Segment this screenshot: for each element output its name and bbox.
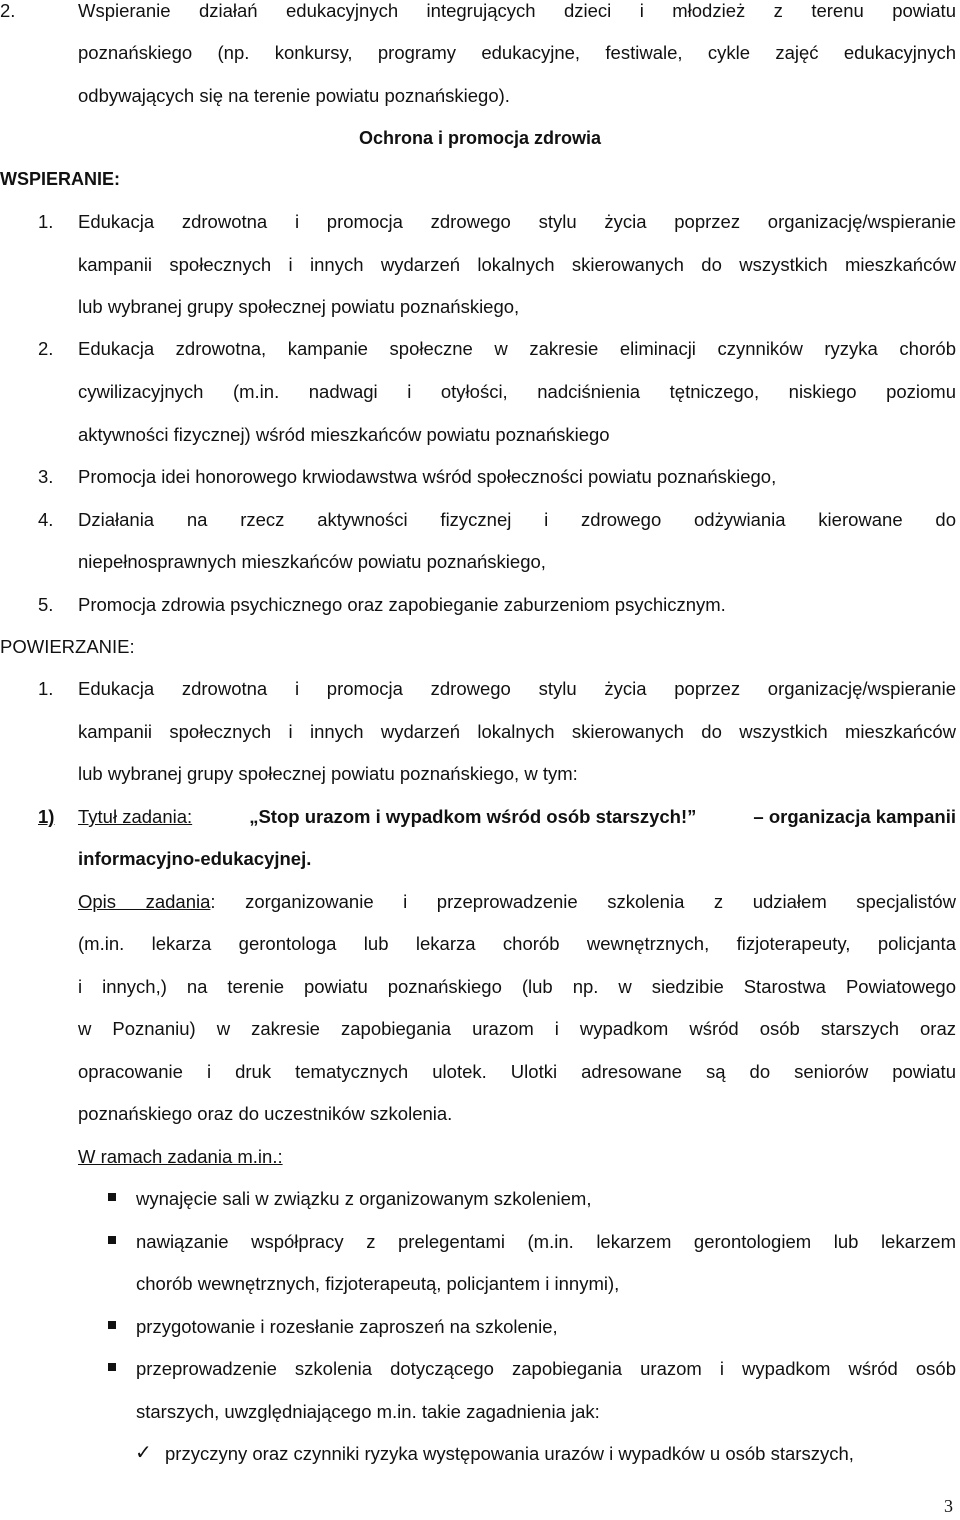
wspieranie-heading: WSPIERANIE: bbox=[0, 169, 121, 189]
wspieranie-item-2-line-2: cywilizacyjnych (m.in. nadwagi i otyłości, nadciśnienia tętniczego, niskiego poziomu bbox=[78, 381, 956, 402]
wspieranie-item-4-number: 4. bbox=[38, 509, 54, 530]
wspieranie-item-2-line-3: aktywności fizycznej) wśród mieszkańców powiatu poznańskiego bbox=[78, 424, 610, 445]
powierzanie-item-1-line-3: lub wybranej grupy społecznej powiatu poznańskiego, w tym: bbox=[78, 763, 578, 784]
wspieranie-item-4-line-2: niepełnosprawnych mieszkańców powiatu poznańskiego, bbox=[78, 551, 546, 572]
wspieranie-item-1-line-1: Edukacja zdrowotna i promocja zdrowego stylu życia poprzez organizację/wspieranie bbox=[78, 211, 956, 232]
bullet-3-line-1: przygotowanie i rozesłanie zaproszeń na szkolenie, bbox=[136, 1316, 558, 1337]
square-bullet-icon bbox=[108, 1363, 116, 1371]
wspieranie-item-5-number: 5. bbox=[38, 594, 54, 615]
powierzanie-item-1-number: 1. bbox=[38, 678, 54, 699]
wspieranie-item-1-number: 1. bbox=[38, 211, 54, 232]
task-desc-line-3: i innych,) na terenie powiatu poznańskiego (lub np. w siedzibie Starostwa Powiatowego bbox=[78, 976, 956, 997]
check-item-1: przyczyny oraz czynniki ryzyka występowania urazów i wypadków u osób starszych, bbox=[165, 1443, 854, 1464]
task-desc-line-4: w Poznaniu) w zakresie zapobiegania urazom i wypadkom wśród osób starszych oraz bbox=[78, 1018, 956, 1039]
intro-line-2: poznańskiego (np. konkursy, programy edukacyjne, festiwale, cykle zajęć edukacyjnych bbox=[78, 42, 956, 63]
task-title-line-2: informacyjno-edukacyjnej. bbox=[78, 848, 312, 869]
task-title-line bbox=[78, 806, 956, 828]
bullet-2-line-1: nawiązanie współpracy z prelegentami (m.in. lekarzem gerontologiem lub lekarzem bbox=[136, 1231, 956, 1252]
checkmark-icon: ✓ bbox=[135, 1442, 152, 1464]
bullet-4-line-2: starszych, uwzględniającego m.in. takie zagadnienia jak: bbox=[136, 1401, 600, 1422]
wspieranie-item-4-line-1: Działania na rzecz aktywności fizycznej i zdrowego odżywiania kierowane do bbox=[78, 509, 956, 530]
task-scope-label: W ramach zadania m.in.: bbox=[78, 1146, 283, 1167]
task-desc-line-1 bbox=[78, 891, 956, 913]
bullet-1-line-1: wynajęcie sali w związku z organizowanym szkoleniem, bbox=[136, 1188, 592, 1209]
intro-item-number: 2. bbox=[0, 0, 16, 21]
square-bullet-icon bbox=[108, 1193, 116, 1201]
task-desc-label: Opis zadania bbox=[78, 891, 211, 912]
wspieranie-item-2-number: 2. bbox=[38, 338, 54, 359]
task-desc-first: : zorganizowanie i przeprowadzenie szkolenia z udziałem specjalistów bbox=[210, 891, 956, 912]
wspieranie-item-3-line-1: Promocja idei honorowego krwiodawstwa wśród społeczności powiatu poznańskiego, bbox=[78, 466, 777, 487]
page-number: 3 bbox=[944, 1496, 953, 1516]
intro-line-1: Wspieranie działań edukacyjnych integrujących dzieci i młodzież z terenu powiatu bbox=[78, 0, 956, 21]
powierzanie-item-1-line-2: kampanii społecznych i innych wydarzeń lokalnych skierowanych do wszystkich mieszkańców bbox=[78, 721, 956, 742]
section-title: Ochrona i promocja zdrowia bbox=[358, 128, 602, 148]
square-bullet-icon bbox=[108, 1321, 116, 1329]
intro-line-3: odbywających się na terenie powiatu poznańskiego). bbox=[78, 85, 510, 106]
task-title-name: „Stop urazom i wypadkom wśród osób starszych!” bbox=[249, 806, 697, 827]
powierzanie-heading: POWIERZANIE: bbox=[0, 636, 135, 657]
task-title-label: Tytuł zadania: bbox=[78, 806, 193, 827]
task-desc-line-5: opracowanie i druk tematycznych ulotek. Ulotki adresowane są do seniorów powiatu bbox=[78, 1061, 956, 1082]
bullet-4-line-1: przeprowadzenie szkolenia dotyczącego zapobiegania urazom i wypadkom wśród osób bbox=[136, 1358, 956, 1379]
task-desc-line-6: poznańskiego oraz do uczestników szkolenia. bbox=[78, 1103, 453, 1124]
task-number: 1) bbox=[38, 806, 55, 827]
task-desc-line-2: (m.in. lekarza gerontologa lub lekarza chorób wewnętrznych, fizjoterapeuty, policjanta bbox=[78, 933, 956, 954]
square-bullet-icon bbox=[108, 1236, 116, 1244]
wspieranie-item-1-line-3: lub wybranej grupy społecznej powiatu poznańskiego, bbox=[78, 296, 520, 317]
task-title-rest: – organizacja kampanii bbox=[753, 806, 956, 827]
powierzanie-item-1-line-1: Edukacja zdrowotna i promocja zdrowego stylu życia poprzez organizację/wspieranie bbox=[78, 678, 956, 699]
wspieranie-item-2-line-1: Edukacja zdrowotna, kampanie społeczne w zakresie eliminacji czynników ryzyka chorób bbox=[78, 338, 956, 359]
wspieranie-item-3-number: 3. bbox=[38, 466, 54, 487]
wspieranie-item-1-line-2: kampanii społecznych i innych wydarzeń lokalnych skierowanych do wszystkich mieszkańców bbox=[78, 254, 956, 275]
bullet-2-line-2: chorób wewnętrznych, fizjoterapeutą, policjantem i innymi), bbox=[136, 1273, 620, 1294]
wspieranie-item-5-line-1: Promocja zdrowia psychicznego oraz zapobieganie zaburzeniom psychicznym. bbox=[78, 594, 726, 615]
